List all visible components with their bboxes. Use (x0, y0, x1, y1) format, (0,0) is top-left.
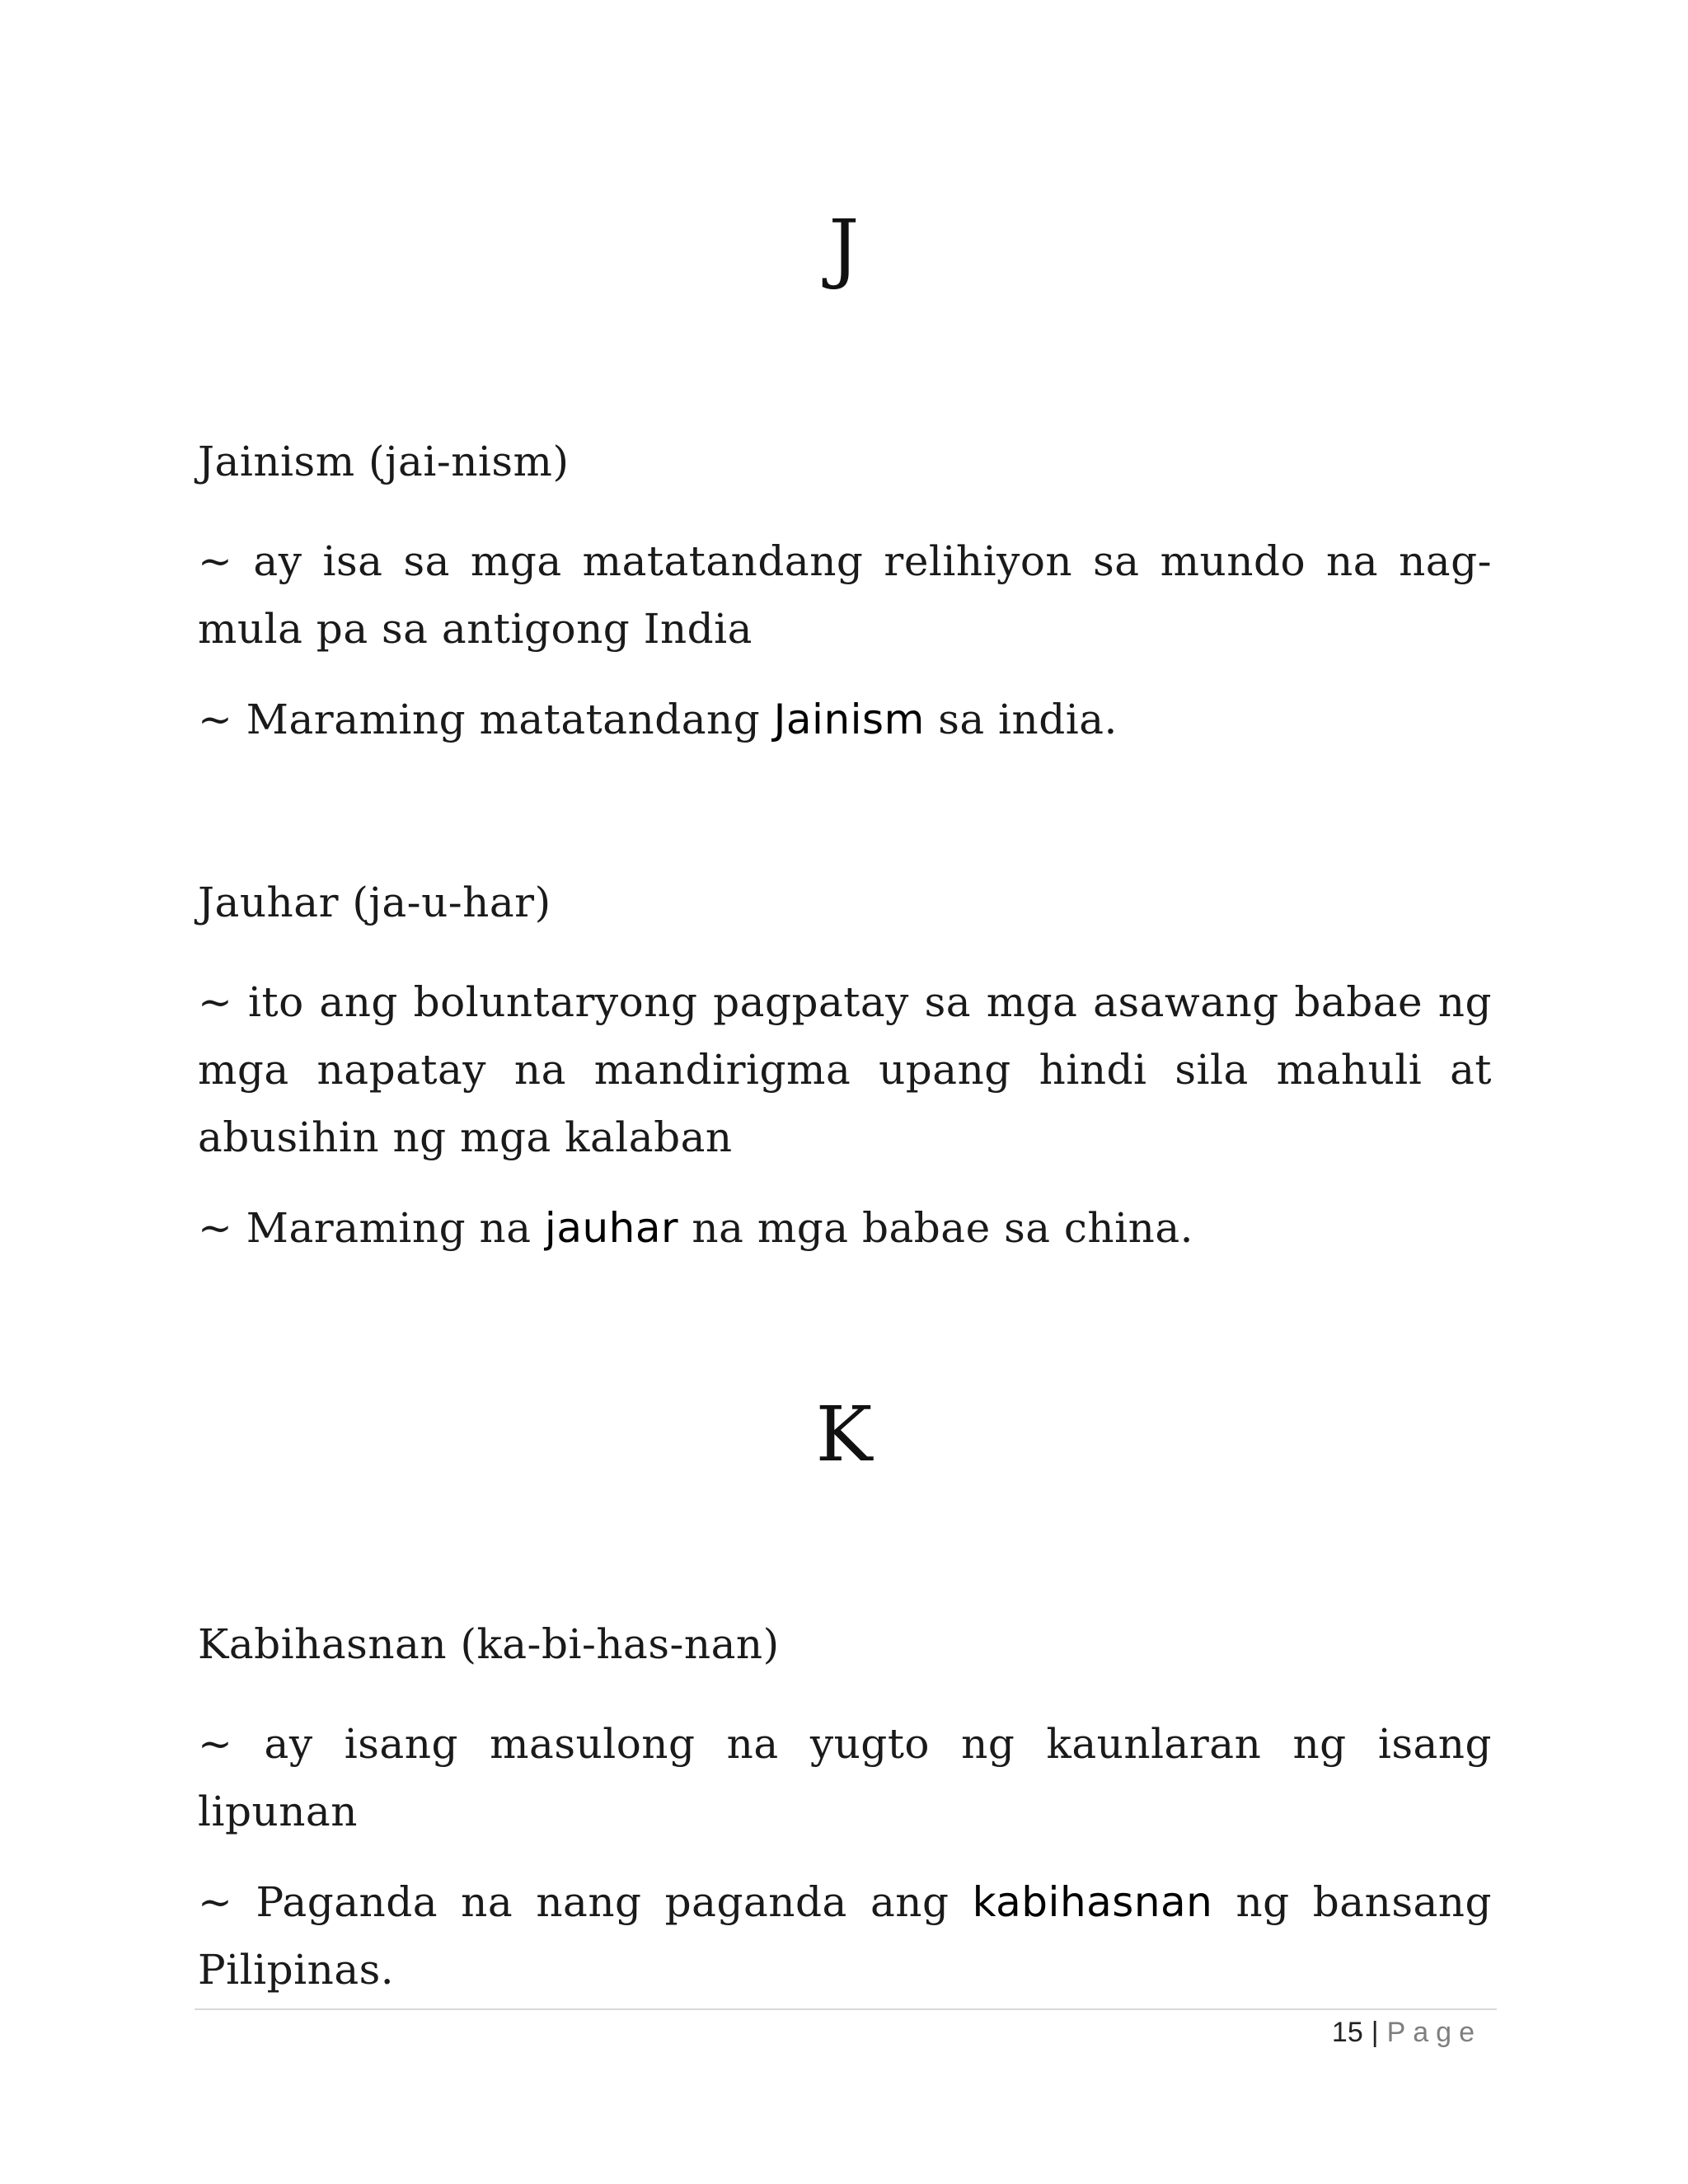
page-number: 15 (1331, 2017, 1363, 2048)
example-text-before: ~ Maraming na (198, 1204, 545, 1252)
footer-separator: | (1371, 2017, 1379, 2048)
footer-divider (195, 2008, 1497, 2010)
entry-example (198, 1868, 1492, 2004)
page-footer (1332, 2016, 1482, 2050)
example-text-after: ng bansang Pilipinas. (198, 1878, 1492, 1994)
entry-definition: ~ ito ang boluntaryong pagpatay sa mga asawang babae ng mga napatay na mandirigma upang hindi sila mahuli at abusihin ng mga kalaban (198, 978, 1492, 1161)
page-label: Page (1386, 2017, 1482, 2048)
section-heading-k: K (815, 1390, 873, 1479)
glossary-entry-jauhar (198, 878, 1492, 1262)
example-keyword: Jainism (773, 696, 925, 743)
example-text-before: ~ Maraming matatandang (198, 696, 774, 743)
entry-definition: ~ ay isang masulong na yugto ng kaunlaran ng isang lipunan (198, 1720, 1492, 1835)
example-text-after: sa india. (924, 696, 1118, 743)
entry-definition: ~ ay isa sa mga matatandang relihiyon sa mundo na nag-mula pa sa antigong India (198, 537, 1492, 653)
entry-term: Kabihasnan (ka-bi-has-nan) (198, 1620, 780, 1668)
entry-term: Jauhar (ja-u-har) (198, 879, 551, 926)
example-keyword: kabihasnan (972, 1878, 1213, 1926)
example-text-before: ~ Paganda na nang paganda ang (198, 1878, 973, 1926)
entry-example (198, 686, 1492, 753)
entry-example (198, 1194, 1492, 1262)
section-heading-j: J (828, 204, 860, 292)
example-text-after: na mga babae sa china. (678, 1204, 1194, 1252)
glossary-entry-kabihasnan (198, 1619, 1492, 2004)
glossary-entry-jainism (198, 437, 1492, 753)
entry-term: Jainism (jai-nism) (198, 438, 570, 485)
example-keyword: jauhar (544, 1204, 679, 1252)
